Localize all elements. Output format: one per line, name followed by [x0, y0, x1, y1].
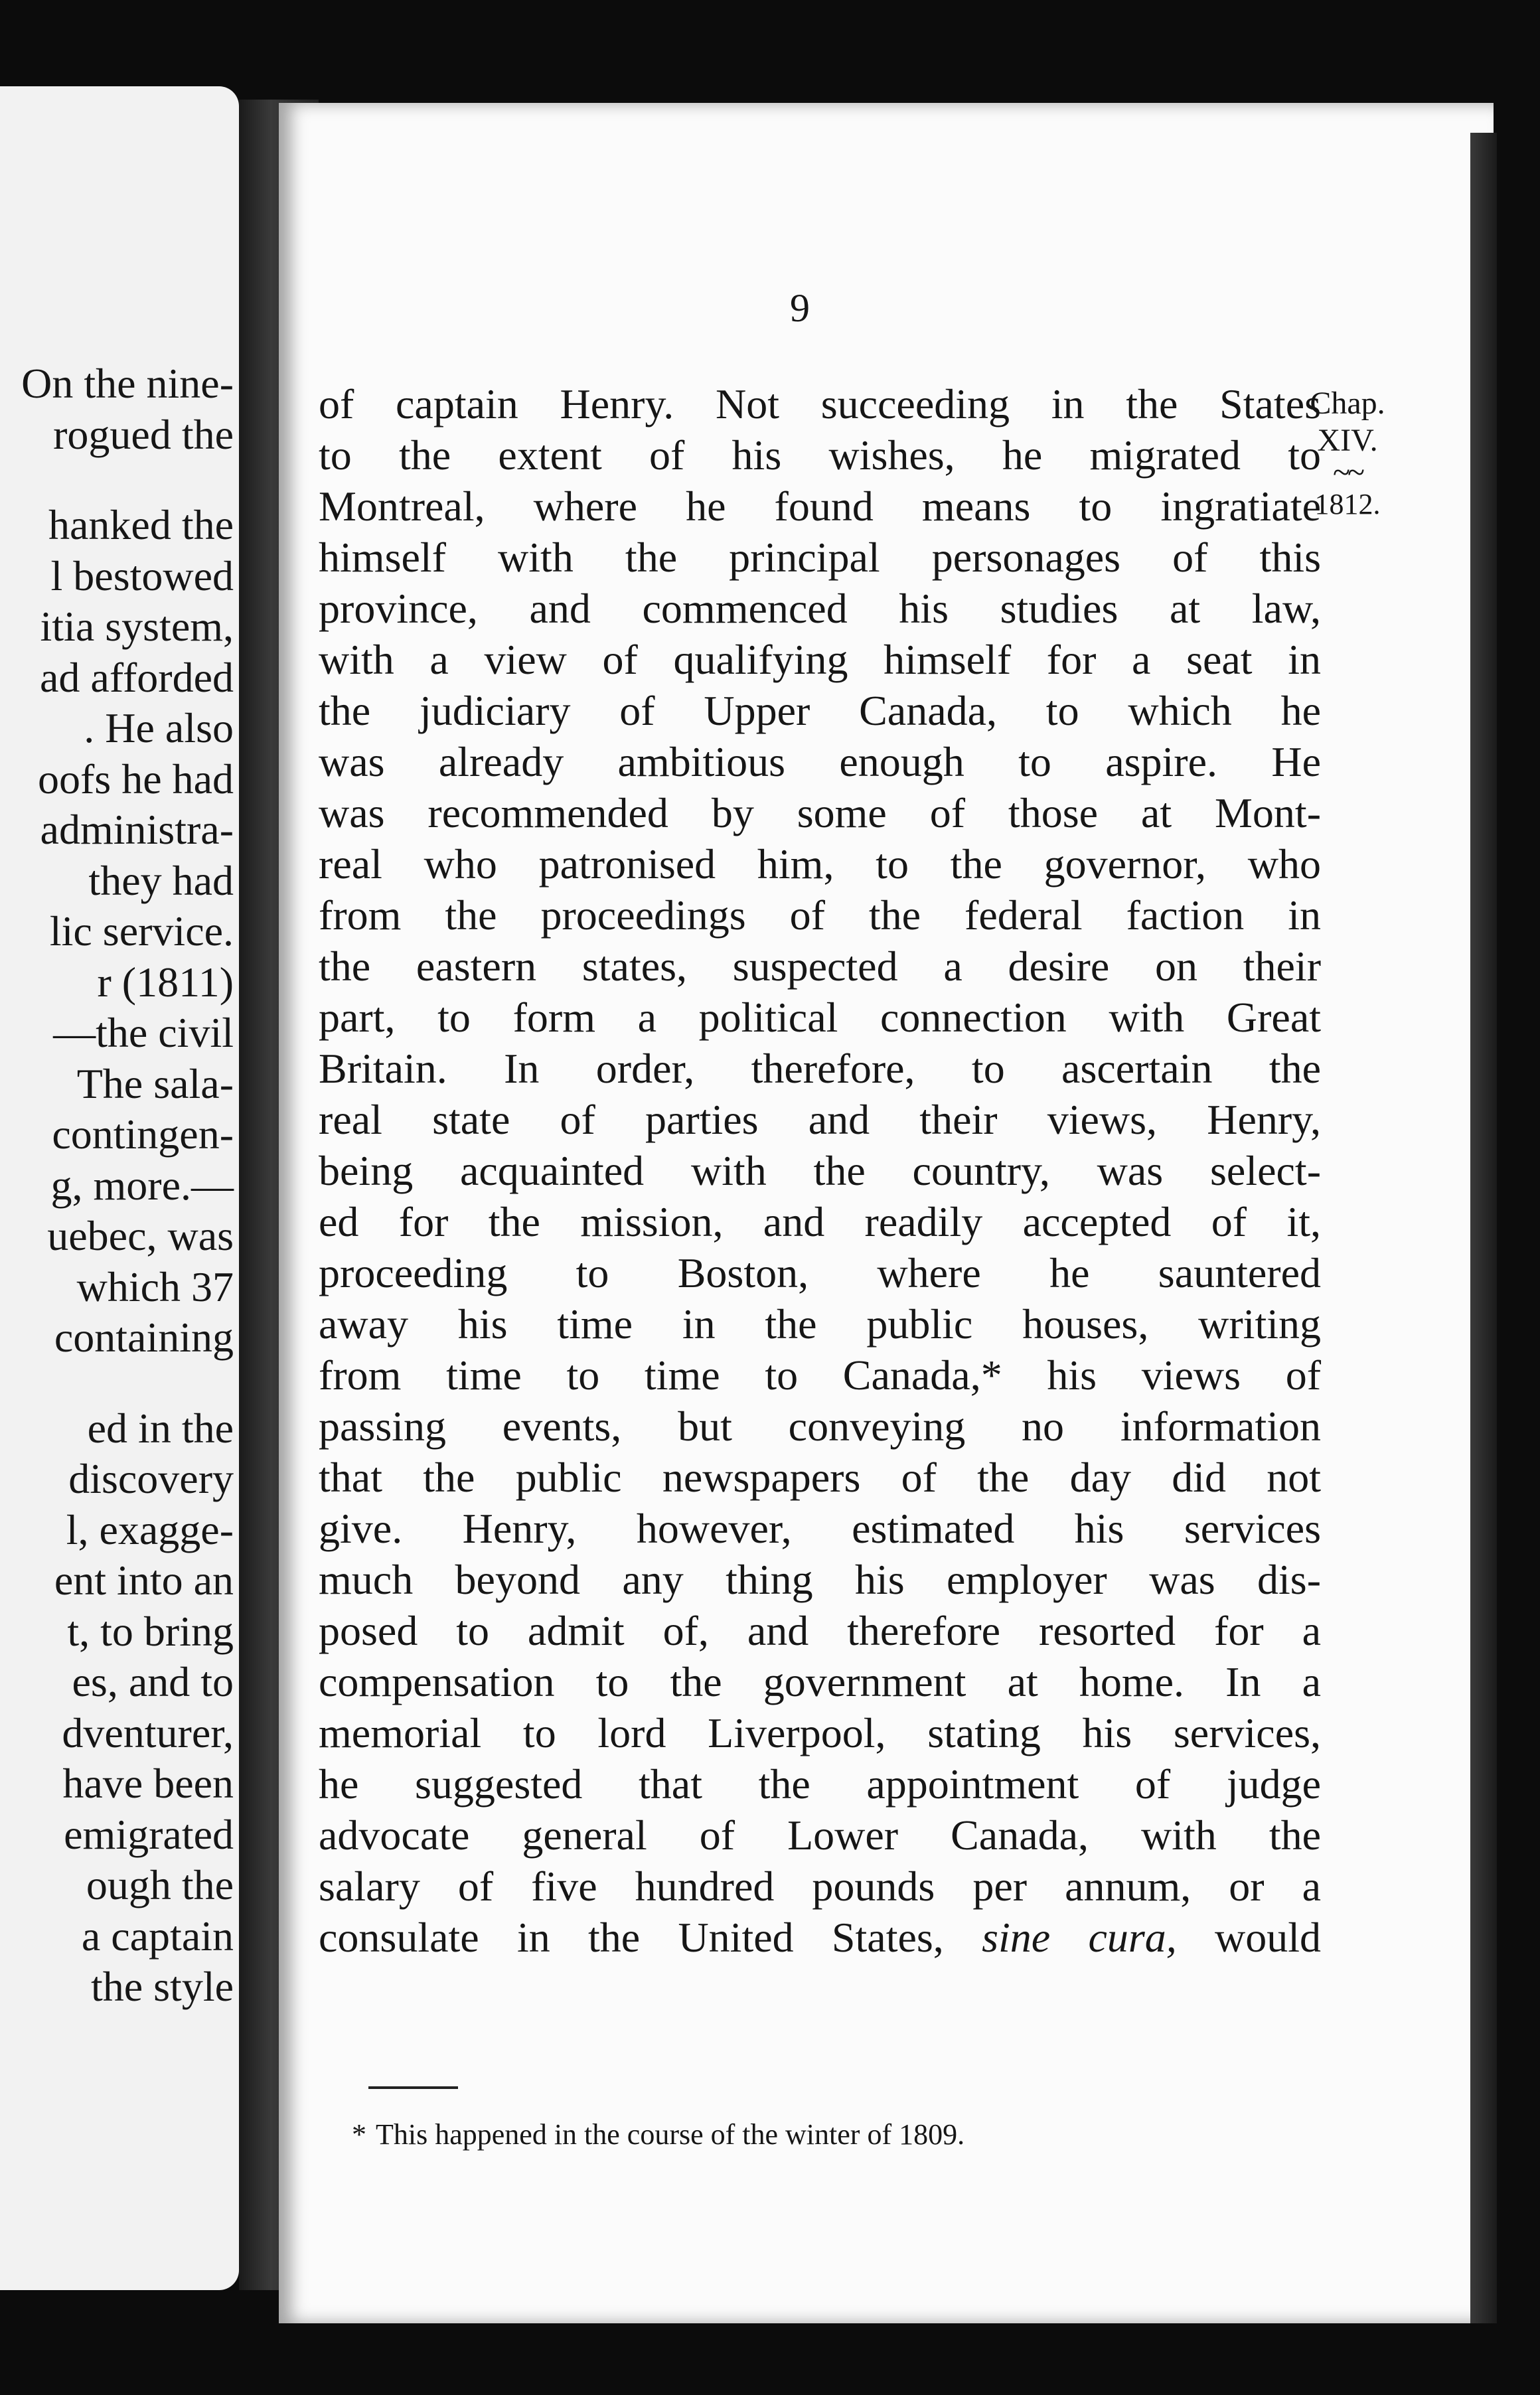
chapter-label: Chap. [1310, 386, 1385, 421]
left-line: the style [90, 1963, 234, 2010]
left-line: l bestowed [50, 552, 234, 599]
text-line: from time to time to Canada,* his views of [319, 1352, 1321, 1399]
left-line: ough the [86, 1861, 234, 1908]
text-fragment: would [1215, 1914, 1322, 1961]
text-line: compensation to the government at home. In a [319, 1658, 1321, 1705]
text-line: real who patronised him, to the governor, who [319, 840, 1321, 888]
left-line: ad afforded [40, 653, 234, 701]
left-line: The sala- [76, 1059, 234, 1107]
left-line: hanked the [48, 501, 234, 548]
left-line: r (1811) [97, 958, 234, 1006]
left-line: administra- [40, 806, 234, 853]
text-line: himself with the principal personages of this [319, 534, 1321, 581]
left-page-text [0, 358, 239, 2013]
text-line: salary of five hundred pounds per annum, or a [319, 1863, 1321, 1910]
text-line: passing events, but conveying no information [319, 1403, 1321, 1450]
left-line: discovery [68, 1455, 234, 1502]
text-line: Britain. In order, therefore, to ascertain the [319, 1045, 1321, 1092]
left-line: t, to bring [67, 1607, 234, 1655]
text-line: the eastern states, suspected a desire on their [319, 943, 1321, 990]
text-line: ed for the mission, and readily accepted of it, [319, 1198, 1321, 1245]
left-line: lic service. [49, 907, 234, 955]
text-line: that the public newspapers of the day did not [319, 1454, 1321, 1501]
left-line: ent into an [54, 1557, 234, 1604]
text-line-last [319, 1912, 1321, 1963]
left-line: . He also [84, 704, 234, 751]
left-line: es, and to [72, 1658, 234, 1705]
left-line: a captain [81, 1912, 234, 1960]
text-line: with a view of qualifying himself for a seat in [319, 636, 1321, 683]
left-line: have been [62, 1760, 234, 1807]
footnote-marker: * [352, 2118, 366, 2151]
margin-note [1294, 385, 1401, 523]
left-line: containing [54, 1314, 234, 1361]
text-line: much beyond any thing his employer was dis- [319, 1556, 1321, 1603]
italic-phrase: sine cura, [982, 1914, 1177, 1961]
text-line: posed to admit of, and therefore resorted for a [319, 1607, 1321, 1654]
text-line: he suggested that the appointment of judge [319, 1760, 1321, 1808]
text-line: being acquainted with the country, was select- [319, 1147, 1321, 1194]
text-line: was recommended by some of those at Mont- [319, 789, 1321, 836]
left-line: emigrated [64, 1810, 234, 1858]
left-line: ed in the [87, 1404, 234, 1452]
text-line: give. Henry, however, estimated his services [319, 1505, 1321, 1552]
left-line: which 37 [76, 1263, 234, 1310]
right-page [279, 103, 1494, 2323]
left-line: rogued the [53, 410, 234, 458]
text-line: advocate general of Lower Canada, with the [319, 1812, 1321, 1859]
text-line: real state of parties and their views, Henry, [319, 1096, 1321, 1143]
chapter-number: XIV. [1317, 423, 1378, 458]
text-line: Montreal, where he found means to ingratiate [319, 483, 1321, 530]
margin-year: 1812. [1314, 488, 1381, 520]
text-line: the judiciary of Upper Canada, to which he [319, 687, 1321, 734]
body-text [319, 378, 1321, 1963]
footnote-text: This happened in the course of the winter of 1809. [376, 2118, 965, 2151]
text-line: was already ambitious enough to aspire. He [319, 738, 1321, 785]
left-line: they had [88, 856, 234, 904]
text-line: province, and commenced his studies at law, [319, 585, 1321, 632]
left-line: dventurer, [62, 1709, 234, 1756]
text-fragment: consulate in the United States, [319, 1914, 944, 1961]
text-line: part, to form a political connection with Great [319, 994, 1321, 1041]
footnote-rule [368, 2086, 458, 2089]
left-line: —the civil [53, 1009, 234, 1056]
text-line: proceeding to Boston, where he sauntered [319, 1249, 1321, 1296]
text-line: away his time in the public houses, writing [319, 1300, 1321, 1348]
left-page [0, 86, 239, 2290]
text-line: of captain Henry. Not succeeding in the States [319, 380, 1321, 427]
text-line: from the proceedings of the federal faction in [319, 891, 1321, 939]
left-line: itia system, [40, 603, 234, 650]
left-line: On the nine- [21, 360, 234, 407]
text-line: to the extent of his wishes, he migrated to [319, 431, 1321, 479]
text-line: memorial to lord Liverpool, stating his services, [319, 1709, 1321, 1756]
page-number: 9 [790, 286, 810, 330]
page-edge [1470, 133, 1497, 2323]
left-line: contingen- [52, 1111, 234, 1158]
swash-ornament: ~~ [1333, 455, 1362, 490]
left-line: g, more.— [50, 1161, 234, 1209]
footnote [352, 2118, 964, 2151]
left-line: l, exagge- [66, 1506, 234, 1553]
left-line: uebec, was [47, 1212, 234, 1259]
left-line: oofs he had [37, 755, 234, 803]
